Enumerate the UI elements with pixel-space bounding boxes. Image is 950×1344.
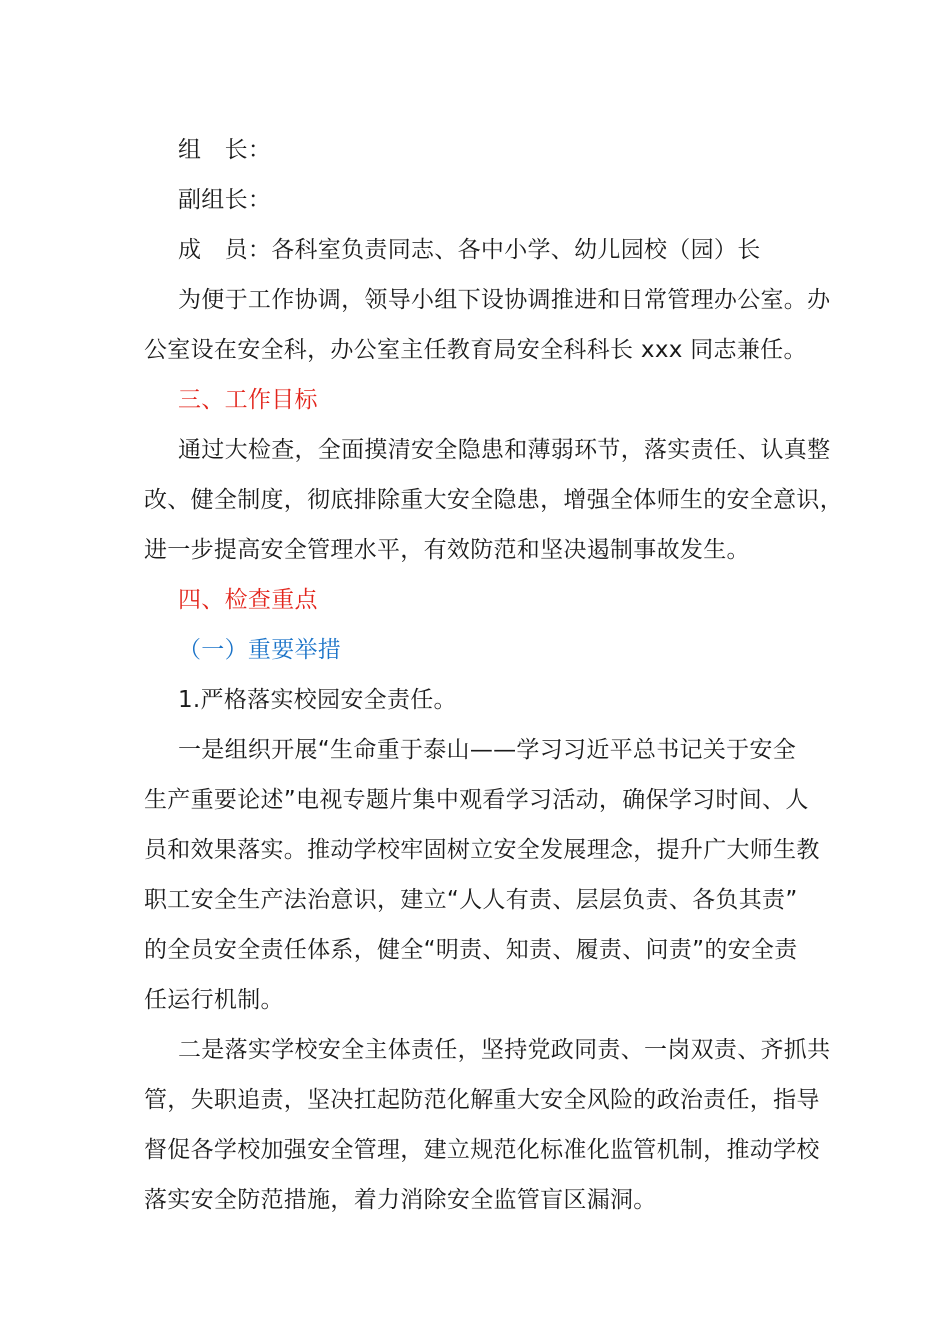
deputy-leader-line: 副组长：	[178, 187, 272, 213]
paragraph-line: 任运行机制。	[144, 987, 284, 1013]
paragraph-line: 督促各学校加强安全管理，建立规范化标准化监管机制，推动学校	[144, 1137, 820, 1163]
paragraph-line: 员和效果落实。推动学校牢固树立安全发展理念，提升广大师生教	[144, 837, 820, 863]
paragraph-line: 二是落实学校安全主体责任，坚持党政同责、一岗双责、齐抓共	[178, 1037, 831, 1063]
section-heading-inspection-focus: 四、检查重点	[178, 587, 318, 613]
paragraph-line: 生产重要论述”电视专题片集中观看学习活动，确保学习时间、人	[144, 787, 809, 813]
paragraph-line: 一是组织开展“生命重于泰山——学习习近平总书记关于安全	[178, 737, 797, 763]
paragraph-line: 为便于工作协调，领导小组下设协调推进和日常管理办公室。办	[178, 287, 831, 313]
team-leader-line: 组 长：	[178, 137, 272, 163]
item-heading: 1.严格落实校园安全责任。	[178, 687, 457, 713]
paragraph-line: 公室设在安全科，办公室主任教育局安全科科长 xxx 同志兼任。	[144, 337, 807, 363]
members-line: 成 员：各科室负责同志、各中小学、幼儿园校（园）长	[178, 237, 761, 263]
section-heading-work-goals: 三、工作目标	[178, 387, 318, 413]
paragraph-line: 管，失职追责，坚决扛起防范化解重大安全风险的政治责任，指导	[144, 1087, 820, 1113]
paragraph-line: 通过大检查，全面摸清安全隐患和薄弱环节，落实责任、认真整	[178, 437, 831, 463]
paragraph-line: 进一步提高安全管理水平，有效防范和坚决遏制事故发生。	[144, 537, 750, 563]
paragraph-line: 的全员安全责任体系，健全“明责、知责、履责、问责”的安全责	[144, 937, 798, 963]
paragraph-line: 落实安全防范措施，着力消除安全监管盲区漏洞。	[144, 1187, 657, 1213]
paragraph-line: 改、健全制度，彻底排除重大安全隐患，增强全体师生的安全意识，	[144, 487, 843, 513]
subsection-heading-key-measures: （一）重要举措	[178, 637, 342, 663]
paragraph-line: 职工安全生产法治意识，建立“人人有责、层层负责、各负其责”	[144, 887, 798, 913]
